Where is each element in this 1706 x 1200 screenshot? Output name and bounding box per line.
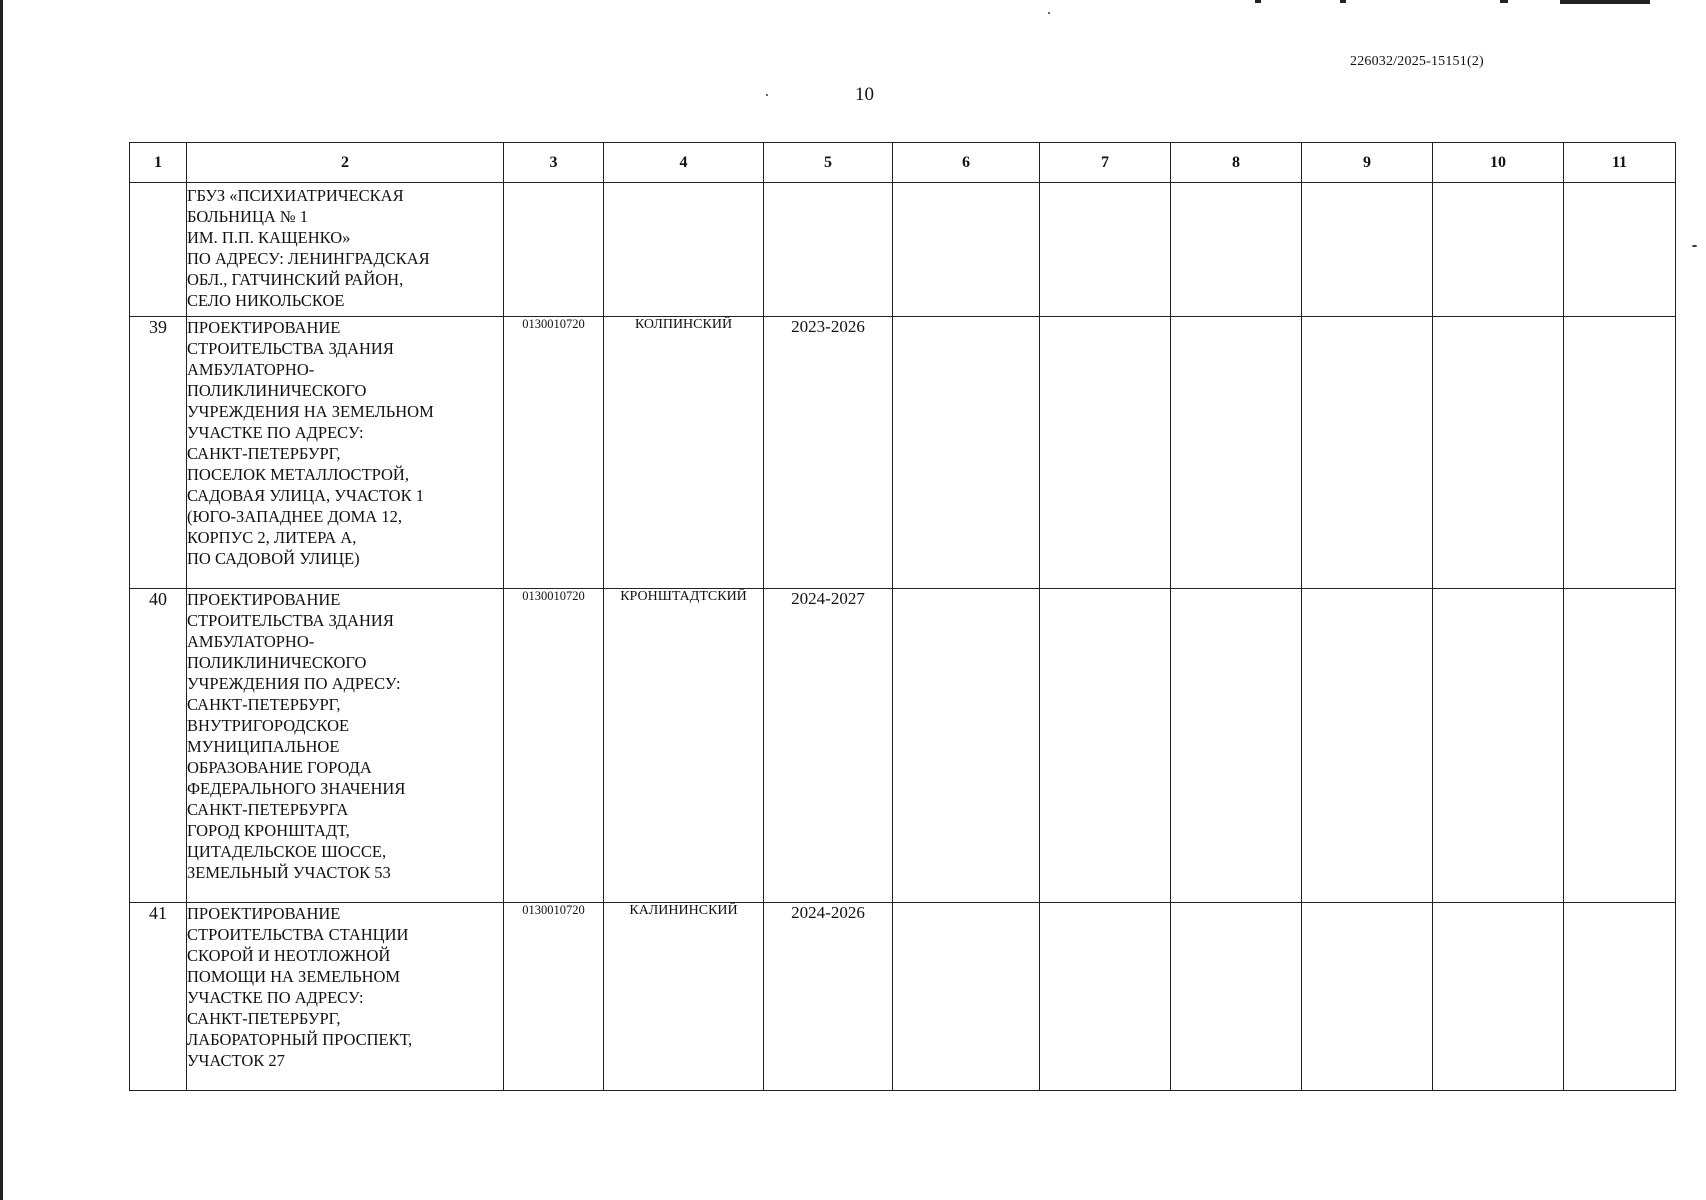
object-name-line: ОБЛ., ГАТЧИНСКИЙ РАЙОН,: [187, 270, 404, 289]
column-header: 9: [1302, 143, 1433, 183]
empty-cell: [1171, 589, 1302, 903]
empty-cell: [1564, 589, 1676, 903]
object-name-line: ОБРАЗОВАНИЕ ГОРОДА: [187, 758, 372, 777]
table-row: [130, 317, 1676, 589]
column-header: 7: [1040, 143, 1171, 183]
scan-speck: [766, 94, 768, 96]
object-name-line: САДОВАЯ УЛИЦА, УЧАСТОК 1: [187, 486, 424, 505]
empty-cell: [893, 903, 1040, 1091]
empty-cell: [1171, 903, 1302, 1091]
object-name-line: ПО АДРЕСУ: ЛЕНИНГРАДСКАЯ: [187, 249, 430, 268]
column-header: 6: [893, 143, 1040, 183]
period: 2024-2027: [764, 589, 893, 903]
object-name-line: ПРОЕКТИРОВАНИЕ: [187, 590, 341, 609]
object-name-line: ПОЛИКЛИНИЧЕСКОГО: [187, 653, 367, 672]
column-header: 2: [187, 143, 504, 183]
empty-cell: [1302, 183, 1433, 317]
budget-code: 0130010720: [504, 317, 604, 589]
object-name-line: УЧАСТКЕ ПО АДРЕСУ:: [187, 988, 364, 1007]
empty-cell: [1564, 903, 1676, 1091]
empty-cell: [1171, 183, 1302, 317]
empty-cell: [893, 589, 1040, 903]
column-header: 10: [1433, 143, 1564, 183]
empty-cell: [1302, 903, 1433, 1091]
empty-cell: [1433, 183, 1564, 317]
district: КРОНШТАДТСКИЙ: [604, 589, 764, 903]
object-name-line: ПРОЕКТИРОВАНИЕ: [187, 318, 341, 337]
object-name-line: БОЛЬНИЦА № 1: [187, 207, 309, 226]
object-name-line: ПОЛИКЛИНИЧЕСКОГО: [187, 381, 367, 400]
row-number: 41: [130, 903, 187, 1091]
scan-artifact: [1340, 0, 1346, 3]
scan-speck: [1692, 245, 1697, 247]
object-name-line: УЧАСТОК 27: [187, 1051, 285, 1070]
object-name: [187, 183, 504, 317]
object-name-line: ЗЕМЕЛЬНЫЙ УЧАСТОК 53: [187, 863, 391, 882]
period: 2024-2026: [764, 903, 893, 1091]
scan-artifact: [1255, 0, 1261, 3]
object-name-line: ЦИТАДЕЛЬСКОЕ ШОССЕ,: [187, 842, 387, 861]
column-header: 8: [1171, 143, 1302, 183]
budget-code: 0130010720: [504, 589, 604, 903]
registration-number: 226032/2025-15151(2): [1350, 54, 1484, 69]
row-number: 40: [130, 589, 187, 903]
object-name-line: САНКТ-ПЕТЕРБУРГ,: [187, 695, 341, 714]
object-name-line: КОРПУС 2, ЛИТЕРА А,: [187, 528, 357, 547]
object-name-line: АМБУЛАТОРНО-: [187, 360, 315, 379]
column-header: 3: [504, 143, 604, 183]
object-name-line: СЕЛО НИКОЛЬСКОЕ: [187, 291, 345, 310]
row-number: 39: [130, 317, 187, 589]
object-name-line: АМБУЛАТОРНО-: [187, 632, 315, 651]
scan-artifact: [1500, 0, 1508, 3]
empty-cell: [1040, 589, 1171, 903]
column-header: 4: [604, 143, 764, 183]
empty-cell: [1564, 317, 1676, 589]
object-name-line: ВНУТРИГОРОДСКОЕ: [187, 716, 350, 735]
object-name: [187, 589, 504, 903]
object-name: [187, 317, 504, 589]
column-header: 1: [130, 143, 187, 183]
object-name-line: УЧРЕЖДЕНИЯ ПО АДРЕСУ:: [187, 674, 401, 693]
object-name-line: САНКТ-ПЕТЕРБУРГ,: [187, 1009, 341, 1028]
empty-cell: [1171, 317, 1302, 589]
row-number: [130, 183, 187, 317]
district: КАЛИНИНСКИЙ: [604, 903, 764, 1091]
empty-cell: [1040, 903, 1171, 1091]
scan-artifact: [1560, 0, 1650, 4]
page-number: 10: [855, 84, 874, 105]
header-row: [130, 143, 1676, 183]
object-name-line: СКОРОЙ И НЕОТЛОЖНОЙ: [187, 946, 391, 965]
scan-left-edge: [0, 0, 3, 1200]
empty-cell: [1433, 903, 1564, 1091]
empty-cell: [893, 183, 1040, 317]
empty-cell: [893, 317, 1040, 589]
object-name-line: УЧРЕЖДЕНИЯ НА ЗЕМЕЛЬНОМ: [187, 402, 434, 421]
district: [604, 183, 764, 317]
empty-cell: [1564, 183, 1676, 317]
object-name-line: ПО САДОВОЙ УЛИЦЕ): [187, 549, 360, 568]
object-name-line: (ЮГО-ЗАПАДНЕЕ ДОМА 12,: [187, 507, 402, 526]
object-name-line: САНКТ-ПЕТЕРБУРГ,: [187, 444, 341, 463]
object-name-line: СТРОИТЕЛЬСТВА ЗДАНИЯ: [187, 611, 394, 630]
scan-speck: [1048, 12, 1050, 14]
budget-code: 0130010720: [504, 903, 604, 1091]
object-name-line: ГБУЗ «ПСИХИАТРИЧЕСКАЯ: [187, 186, 404, 205]
budget-code: [504, 183, 604, 317]
column-header: 11: [1564, 143, 1676, 183]
table-row: [130, 183, 1676, 317]
object-name-line: СТРОИТЕЛЬСТВА ЗДАНИЯ: [187, 339, 394, 358]
table-row: [130, 589, 1676, 903]
empty-cell: [1040, 183, 1171, 317]
empty-cell: [1302, 589, 1433, 903]
column-header: 5: [764, 143, 893, 183]
empty-cell: [1433, 589, 1564, 903]
object-name-line: ПОМОЩИ НА ЗЕМЕЛЬНОМ: [187, 967, 401, 986]
object-name-line: ГОРОД КРОНШТАДТ,: [187, 821, 350, 840]
object-name-line: ПОСЕЛОК МЕТАЛЛОСТРОЙ,: [187, 465, 409, 484]
district: КОЛПИНСКИЙ: [604, 317, 764, 589]
period: [764, 183, 893, 317]
object-name-line: САНКТ-ПЕТЕРБУРГА: [187, 800, 349, 819]
object-name: [187, 903, 504, 1091]
object-name-line: ФЕДЕРАЛЬНОГО ЗНАЧЕНИЯ: [187, 779, 406, 798]
empty-cell: [1433, 317, 1564, 589]
empty-cell: [1040, 317, 1171, 589]
object-name-line: ЛАБОРАТОРНЫЙ ПРОСПЕКТ,: [187, 1030, 413, 1049]
object-name-line: МУНИЦИПАЛЬНОЕ: [187, 737, 340, 756]
registry-table: [129, 142, 1676, 1091]
empty-cell: [1302, 317, 1433, 589]
period: 2023-2026: [764, 317, 893, 589]
object-name-line: СТРОИТЕЛЬСТВА СТАНЦИИ: [187, 925, 409, 944]
object-name-line: ПРОЕКТИРОВАНИЕ: [187, 904, 341, 923]
table-row: [130, 903, 1676, 1091]
object-name-line: УЧАСТКЕ ПО АДРЕСУ:: [187, 423, 364, 442]
object-name-line: ИМ. П.П. КАЩЕНКО»: [187, 228, 351, 247]
